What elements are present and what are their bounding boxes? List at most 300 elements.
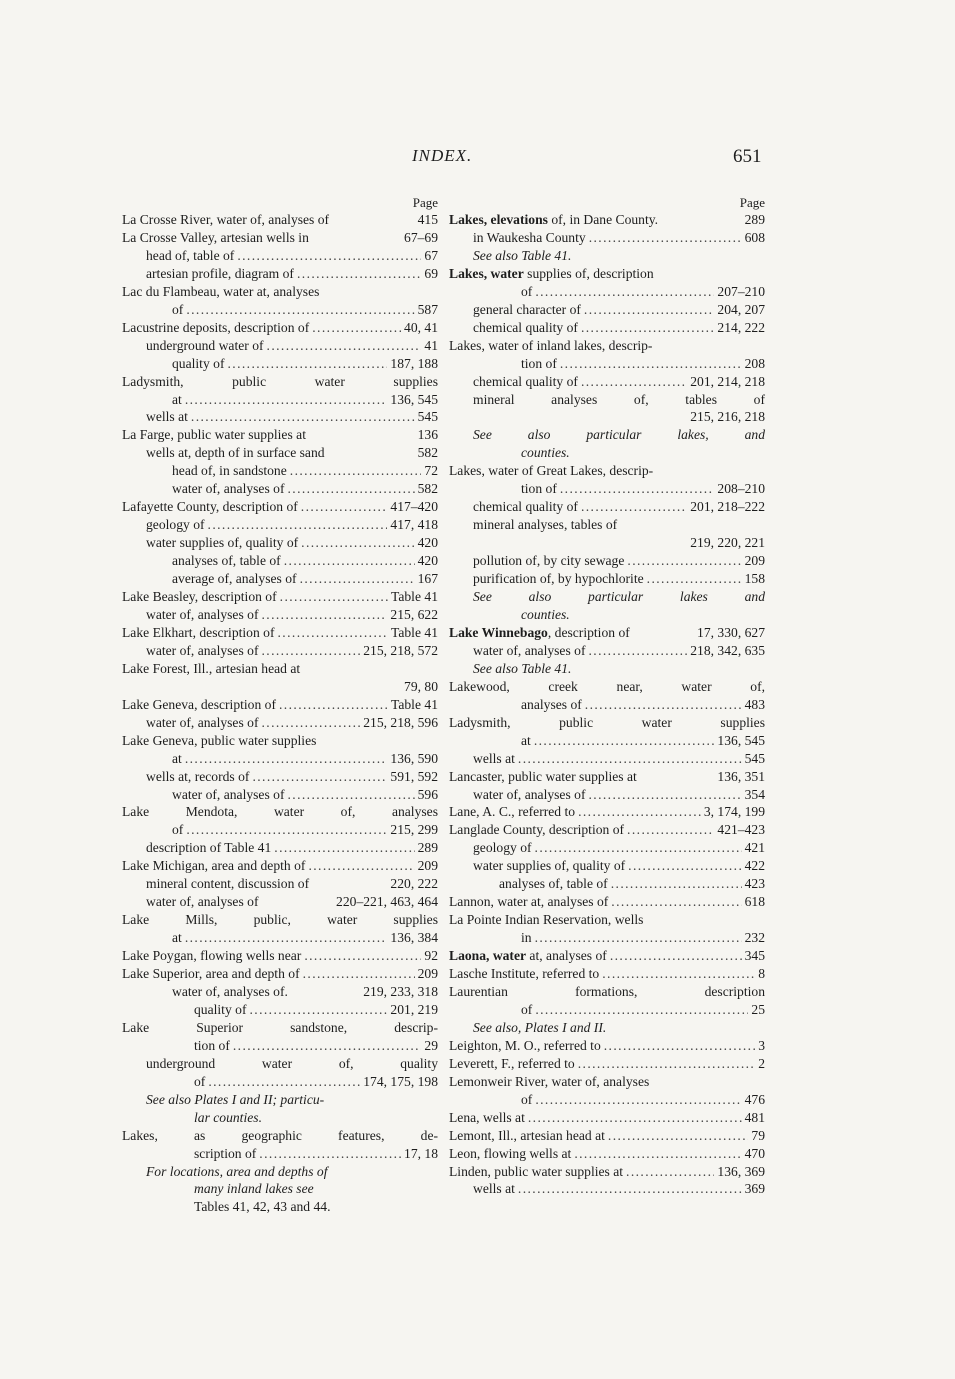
index-entry [449,391,765,409]
index-entry-page: 232 [744,930,765,946]
dot-leader [518,1180,742,1198]
index-entry-text: Lasche Institute, referred to [449,966,600,982]
index-entry [449,373,765,391]
dot-leader [602,965,755,983]
index-entry [122,1091,438,1109]
dot-leader [581,373,687,391]
index-entry [122,373,438,391]
index-entry [122,229,438,247]
index-entry [122,355,438,373]
dot-leader [280,588,388,606]
index-entry [449,570,765,588]
index-entry [449,444,765,462]
dot-leader [233,1037,422,1055]
index-entry [449,768,765,786]
dot-leader [304,947,421,965]
index-entry-page: 72 [424,463,438,479]
index-entry-text: head of, table of [146,247,235,263]
index-entry [449,480,765,498]
index-entry-text: chemical quality of [473,499,578,515]
index-column-right [449,195,765,1198]
index-entry [122,714,438,732]
index-entry [449,893,765,911]
index-entry [122,265,438,283]
index-entry-text: La Pointe Indian Reservation, wells [449,912,644,928]
index-entry [449,875,765,893]
index-entry [449,911,765,929]
dot-leader [560,355,742,373]
index-entry-text: tion of [194,1037,230,1053]
index-entry [122,480,438,498]
index-entry-page: 208–210 [717,481,765,497]
dot-leader [261,642,360,660]
index-entry-text: See also Plates I and II; particu- [146,1091,325,1107]
index-entry-page: 596 [417,786,438,802]
dot-leader [191,408,415,426]
index-entry-text: of [521,1001,533,1017]
index-entry [449,1109,765,1127]
index-entry-text: Ladysmith, public water supplies [122,373,438,389]
index-entry-page: 3, 174, 199 [703,804,765,820]
dot-leader [588,786,741,804]
index-entry-text: Langlade County, description of [449,822,625,838]
index-entry [449,588,765,606]
index-entry-text: analyses of, table of [499,876,608,892]
index-entry [122,606,438,624]
index-entry-text: La Farge, public water supplies at [122,427,306,443]
index-entry-page: 204, 207 [717,301,765,317]
index-entry-text: Leon, flowing wells at [449,1145,572,1161]
index-entry-page: 158 [744,571,765,587]
dot-leader [627,821,714,839]
dot-leader [186,821,387,839]
index-entry [122,552,438,570]
index-entry [449,1019,765,1037]
index-entry [122,1019,438,1037]
index-entry-text: Lake Geneva, description of [122,696,276,712]
dot-leader [610,947,742,965]
index-entry-page: 187, 188 [390,355,438,371]
index-entry [122,1145,438,1163]
index-entry-page: 136 [417,427,438,443]
index-entry [122,1073,438,1091]
dot-leader [267,337,422,355]
index-entry-page: 215, 218, 596 [363,714,438,730]
dot-leader [208,516,388,534]
dot-leader [581,498,687,516]
index-entry-page: 476 [744,1091,765,1107]
index-entry-page: 608 [744,229,765,245]
index-entry-text: analyses of [521,696,582,712]
index-entry-page: 219, 220, 221 [690,535,765,551]
dot-leader [249,1001,387,1019]
dot-leader [578,803,701,821]
index-entry [449,696,765,714]
dot-leader [535,1091,741,1109]
index-entry-text: geology of [146,517,205,533]
dot-leader [261,606,387,624]
dot-leader [560,480,715,498]
index-entry-text: Ladysmith, public water supplies [449,714,765,730]
index-entry [449,947,765,965]
index-entry-text: Lake Superior sandstone, descrip- [122,1019,438,1035]
page-column-label: Page [739,195,765,210]
index-entry [122,408,438,426]
index-entry-page: 220–221, 463, 464 [336,894,438,910]
index-entry-page: 591, 592 [390,768,438,784]
index-entry-page: 17, 18 [404,1145,438,1161]
index-entry-text: Lannon, water at, analyses of [449,894,609,910]
index-entry-page: 545 [744,750,765,766]
index-entry-page: 41 [424,337,438,353]
index-entry [449,301,765,319]
index-entry-page: 422 [744,858,765,874]
dot-leader [584,301,715,319]
dot-leader [585,696,742,714]
index-entry-text: artesian profile, diagram of [146,265,294,281]
index-entry-page: Table 41 [391,696,438,712]
dot-leader [279,696,388,714]
dot-leader [301,498,388,516]
index-entry-page: Table 41 [391,589,438,605]
index-entry [449,534,765,552]
dot-leader [611,893,741,911]
index-entry-page: 220, 222 [390,876,438,892]
running-head-title: INDEX. [412,146,473,165]
index-entry-text: chemical quality of [473,319,578,335]
index-entry [122,301,438,319]
index-entry [449,265,765,283]
index-entry [122,1001,438,1019]
index-entry [122,247,438,265]
index-entry [122,570,438,588]
index-entry-text: Lakes, as geographic features, de- [122,1127,438,1143]
index-entry-page: 582 [417,445,438,461]
index-entry-text: wells at [473,1181,515,1197]
index-entry [122,893,438,911]
index-entry [449,1055,765,1073]
index-entry-text: Lake Beasley, description of [122,589,277,605]
index-entry-page: 136, 369 [717,1163,765,1179]
index-entry-text: quality of [172,355,225,371]
index-entry [449,1037,765,1055]
index-entry-text: Lacustrine deposits, description of [122,319,310,335]
index-entry [122,857,438,875]
index-entry [122,1055,438,1073]
dot-leader [535,1001,748,1019]
index-entry-page: 470 [744,1145,765,1161]
index-entry-text: many inland lakes see [194,1181,314,1197]
index-entry-text: See also, Plates I and II. [473,1019,607,1035]
index-entry-text: Lake Superior, area and depth of [122,966,300,982]
index-entry-page: Table 41 [391,624,438,640]
dot-leader [237,247,421,265]
dot-leader [535,839,742,857]
index-entry [122,516,438,534]
dot-leader [290,462,422,480]
index-entry [449,678,765,696]
index-entry-page: 354 [744,786,765,802]
index-entry-page: 136, 590 [390,750,438,766]
index-entry [449,929,765,947]
index-entry [122,1198,438,1216]
index-entry [449,355,765,373]
index-entry-page: 3 [758,1037,765,1053]
index-entry-text: geology of [473,840,532,856]
index-entry [449,408,765,426]
index-entry [449,983,765,1001]
index-entry [122,1163,438,1181]
dot-leader [261,714,360,732]
index-entry-page: 79, 80 [404,678,438,694]
index-entry-page: 79 [751,1127,765,1143]
index-entry [122,444,438,462]
index-entry [449,211,765,229]
index-entry [122,642,438,660]
index-entry [122,1127,438,1145]
index-entry-text: Lakes, elevations of, in Dane County. [449,212,659,227]
index-entry-page: 69 [424,265,438,281]
dot-leader [528,1109,742,1127]
index-entry [122,803,438,821]
index-entry-page: 582 [417,481,438,497]
index-entry [122,319,438,337]
index-entry [449,839,765,857]
index-entry-text: Laona, water at, analyses of [449,948,607,964]
index-entry-text: underground water of, quality [146,1055,438,1071]
dot-leader [604,1037,755,1055]
index-entry [449,337,765,355]
index-entry [449,1091,765,1109]
index-entry-text: Linden, public water supplies at [449,1163,624,1179]
dot-leader [252,768,387,786]
index-entry-page: 215, 299 [390,822,438,838]
index-entry-text: Lane, A. C., referred to [449,804,576,820]
index-entry-text: at [172,930,182,946]
index-entry-text: Lake Poygan, flowing wells near [122,948,302,964]
index-entry [449,516,765,534]
index-entry-text: quality of [194,1001,247,1017]
index-entry-page: 289 [417,840,438,856]
dot-leader [535,283,714,301]
index-entry-text: See also Table 41. [473,660,572,676]
index-entry-text: Tables 41, 42, 43 and 44. [194,1199,331,1215]
index-entry [449,283,765,301]
dot-leader [287,480,414,498]
index-entry-text: Lake Geneva, public water supplies [122,732,317,748]
index-entry-text: See also particular lakes and [473,589,765,605]
index-entry [122,983,438,1001]
index-entry [449,498,765,516]
dot-leader [611,875,742,893]
index-entry [122,1180,438,1198]
index-entry-text: water supplies of, quality of [473,858,626,874]
index-entry [449,750,765,768]
index-entry [449,1001,765,1019]
index-entry-text: analyses of, table of [172,553,281,569]
page-number: 651 [733,146,762,167]
index-entry-page: 545 [417,409,438,425]
index-entry-page: 618 [744,894,765,910]
index-entry-page: 420 [417,535,438,551]
index-entry [122,768,438,786]
index-entry-text: water of, analyses of [172,481,285,497]
index-entry-text: at [172,750,182,766]
index-entry-text: tion of [521,481,557,497]
index-entry-page: 215, 216, 218 [690,409,765,425]
dot-leader [300,570,415,588]
index-entry-text: water of, analyses of [473,642,586,658]
index-entry [449,1163,765,1181]
index-entry [449,1145,765,1163]
index-entry-page: 219, 233, 318 [363,983,438,999]
index-entry-text: Lake Michigan, area and depth of [122,858,306,874]
index-entry-text: tion of [521,355,557,371]
dot-leader [227,355,387,373]
index-entry [449,642,765,660]
dot-leader [312,319,401,337]
index-entry-text: Lancaster, public water supplies at [449,768,637,784]
index-entry-text: See also Table 41. [473,247,572,263]
dot-leader [185,750,388,768]
index-entry-page: 2 [758,1055,765,1071]
index-entry-text: of [172,301,184,317]
index-entry-page: 92 [424,948,438,964]
index-entry-text: Lafayette County, description of [122,499,298,515]
dot-leader [535,929,742,947]
index-entry [122,1037,438,1055]
dot-leader [518,750,742,768]
index-entry [122,426,438,444]
index-entry-text: wells at [146,409,188,425]
index-entry-text: La Crosse Valley, artesian wells in [122,229,309,245]
dot-leader [308,857,414,875]
index-entry-text: description of Table 41 [146,840,272,856]
dot-leader [578,1055,755,1073]
index-entry-text: water supplies of, quality of [146,535,299,551]
index-entry-text: mineral content, discussion of [146,876,310,892]
index-entry [449,552,765,570]
index-entry-page: 67–69 [404,229,438,245]
index-entry-page: 481 [744,1109,765,1125]
index-entry [122,624,438,642]
index-entry-page: 40, 41 [404,319,438,335]
index-entry-text: chemical quality of [473,373,578,389]
index-entry [449,229,765,247]
dot-leader [303,965,415,983]
index-entry [122,391,438,409]
index-entry-text: Lake Forest, Ill., artesian head at [122,660,301,676]
index-entry [122,839,438,857]
index-entry-text: water of, analyses of [146,894,259,910]
index-entry-text: For locations, area and depths of [146,1163,328,1179]
index-entry-text: Lake Mills, public, water supplies [122,912,438,928]
index-entry-text: mineral analyses, tables of [473,517,618,533]
index-entry-text: water of, analyses of. [172,983,288,999]
index-entry-text: average of, analyses of [172,571,297,587]
index-entry-text: Lake Mendota, water of, analyses [122,804,438,820]
index-entry [122,283,438,301]
dot-leader [589,229,742,247]
index-entry [449,857,765,875]
index-entry-page: 345 [744,948,765,964]
dot-leader [186,301,414,319]
index-entry-page: 209 [744,553,765,569]
index-entry-text: La Crosse River, water of, analyses of [122,212,330,227]
index-entry-page: 423 [744,876,765,892]
index-entry-page: 201, 218–222 [690,499,765,515]
dot-leader [259,1145,401,1163]
index-entry-text: wells at, records of [146,768,250,784]
index-entry-page: 420 [417,553,438,569]
index-entry-page: 207–210 [717,283,765,299]
index-entry-text: Lemont, Ill., artesian head at [449,1127,605,1143]
dot-leader [208,1073,360,1091]
index-entry-page: 218, 342, 635 [690,642,765,658]
index-entry-page: 421–423 [717,822,765,838]
index-entry-page: 209 [417,966,438,982]
index-entry [122,498,438,516]
dot-leader [588,642,687,660]
dot-leader [627,552,741,570]
index-entry-text: water of, analyses of [146,714,259,730]
page-column-label: Page [412,195,438,210]
index-entry-page: 29 [424,1037,438,1053]
index-entry-text: Lemonweir River, water of, analyses [449,1073,650,1089]
index-entry-text: water of, analyses of [146,642,259,658]
index-entry [122,821,438,839]
index-entry-page: 415 [417,212,438,227]
index-entry-text: in Waukesha County [473,229,586,245]
index-entry [122,211,438,229]
index-entry-page: 174, 175, 198 [363,1073,438,1089]
index-entry [122,875,438,893]
index-entry-text: lar counties. [194,1109,262,1125]
index-entry-text: water of, analyses of [146,606,259,622]
index-entry [122,911,438,929]
index-entry-page: 136, 545 [390,391,438,407]
index-entry-text: water of, analyses of [473,786,586,802]
index-entry [449,606,765,624]
dot-leader [287,786,414,804]
index-entry-text: purification of, by hypochlorite [473,571,644,587]
dot-leader [534,732,715,750]
index-entry [449,714,765,732]
index-entry-text: mineral analyses of, tables of [473,391,765,407]
index-entry-text: wells at, depth of in surface sand [146,445,325,461]
index-entry [122,534,438,552]
dot-leader [278,624,389,642]
dot-leader [581,319,714,337]
index-entry [449,426,765,444]
index-entry-text: Lakes, water of Great Lakes, descrip- [449,463,654,479]
index-entry-text: underground water of [146,337,264,353]
index-entry-text: See also particular lakes, and [473,427,765,443]
index-entry-text: counties. [521,606,570,622]
dot-leader [185,929,388,947]
index-entry-page: 136, 351 [717,768,765,784]
index-entry-text: Lake Elkhart, description of [122,624,275,640]
index-entry-page: 483 [744,696,765,712]
index-entry-text: Lake Winnebago, description of [449,624,630,640]
index-entry-page: 289 [744,212,765,227]
index-entry [449,1073,765,1091]
index-entry-text: Lakes, water supplies of, description [449,265,654,281]
index-entry-page: 215, 218, 572 [363,642,438,658]
index-entry-page: 421 [744,840,765,856]
index-entry-text: Leverett, F., referred to [449,1055,575,1071]
index-entry-text: head of, in sandstone [172,463,287,479]
